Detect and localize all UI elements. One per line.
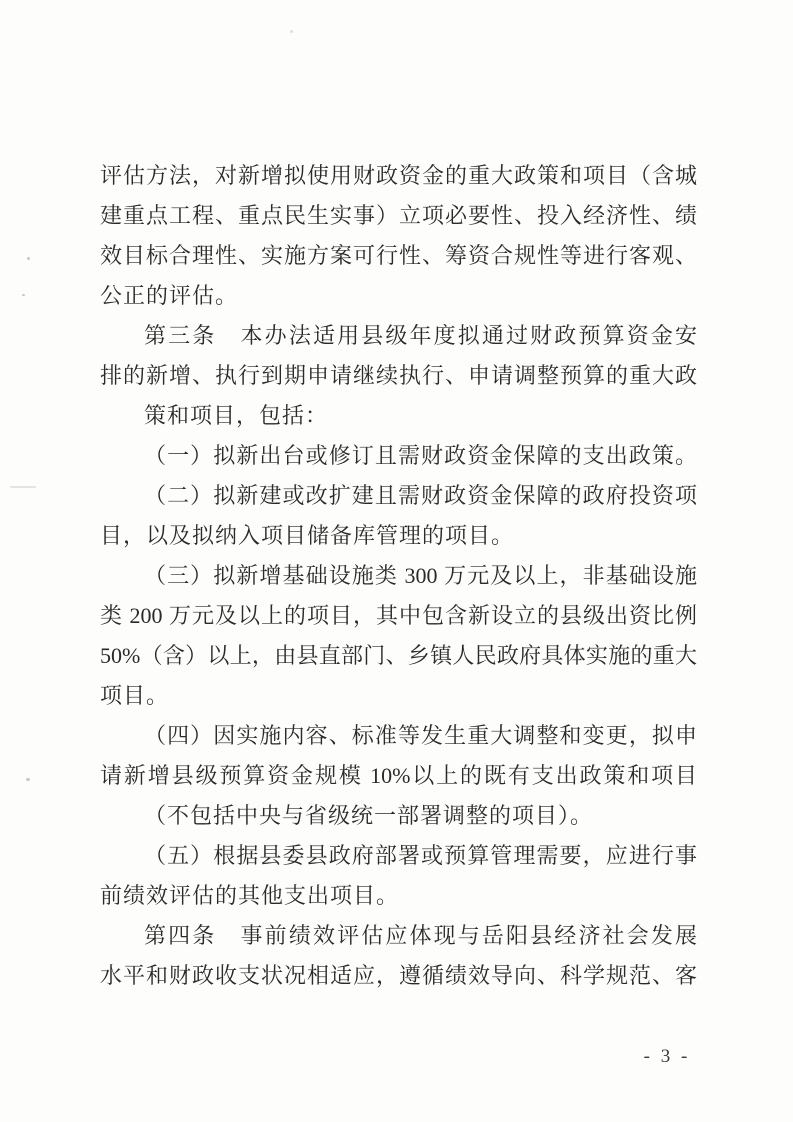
page-number: - 3 - bbox=[643, 1046, 691, 1067]
text-line-item-3: （三）拟新增基础设施类 300 万元及以上，非基础设施 bbox=[144, 563, 697, 588]
scan-speck bbox=[26, 778, 30, 781]
text-line: 项目。 bbox=[100, 683, 170, 708]
text-line-item-5: （五）根据县委县政府部署或预算管理需要，应进行事 bbox=[144, 843, 697, 868]
text-line: 评估方法，对新增拟使用财政资金的重大政策和项目（含城 bbox=[100, 163, 697, 188]
text-line-article-4: 第四条 事前绩效评估应体现与岳阳县经济社会发展 bbox=[144, 923, 697, 948]
text-line: 目，以及拟纳入项目储备库管理的项目。 bbox=[100, 523, 515, 548]
text-line: 类 200 万元及以上的项目，其中包含新设立的县级出资比例 bbox=[100, 603, 697, 628]
document-body bbox=[100, 156, 697, 996]
scan-speck bbox=[10, 486, 36, 488]
text-line-item-4: （四）因实施内容、标准等发生重大调整和变更，拟申 bbox=[144, 723, 697, 748]
scan-speck bbox=[290, 30, 293, 33]
text-line-article-3: 第三条 本办法适用县级年度拟通过财政预算资金安 bbox=[144, 323, 697, 348]
text-line: 效目标合理性、实施方案可行性、筹资合规性等进行客观、 bbox=[100, 243, 697, 268]
text-line: 水平和财政收支状况相适应，遵循绩效导向、科学规范、客 bbox=[100, 963, 697, 988]
text-line: 前绩效评估的其他支出项目。 bbox=[100, 883, 400, 908]
text-line: 策和项目，包括： bbox=[144, 403, 329, 428]
text-line: （不包括中央与省级统一部署调整的项目）。 bbox=[144, 803, 594, 828]
text-line: 50%（含）以上，由县直部门、乡镇人民政府具体实施的重大 bbox=[100, 643, 697, 668]
text-line: 公正的评估。 bbox=[100, 283, 239, 308]
text-line: 排的新增、执行到期申请继续执行、申请调整预算的重大政 bbox=[100, 363, 697, 388]
text-line-item-1: （一）拟新出台或修订且需财政资金保障的支出政策。 bbox=[144, 443, 697, 468]
text-line: 请新增县级预算资金规模 10%以上的既有支出政策和项目 bbox=[100, 763, 697, 788]
scan-speck bbox=[22, 294, 25, 296]
text-line-item-2: （二）拟新建或改扩建且需财政资金保障的政府投资项 bbox=[144, 483, 697, 508]
text-line: 建重点工程、重点民生实事）立项必要性、投入经济性、绩 bbox=[100, 203, 697, 228]
scan-speck bbox=[27, 257, 30, 260]
